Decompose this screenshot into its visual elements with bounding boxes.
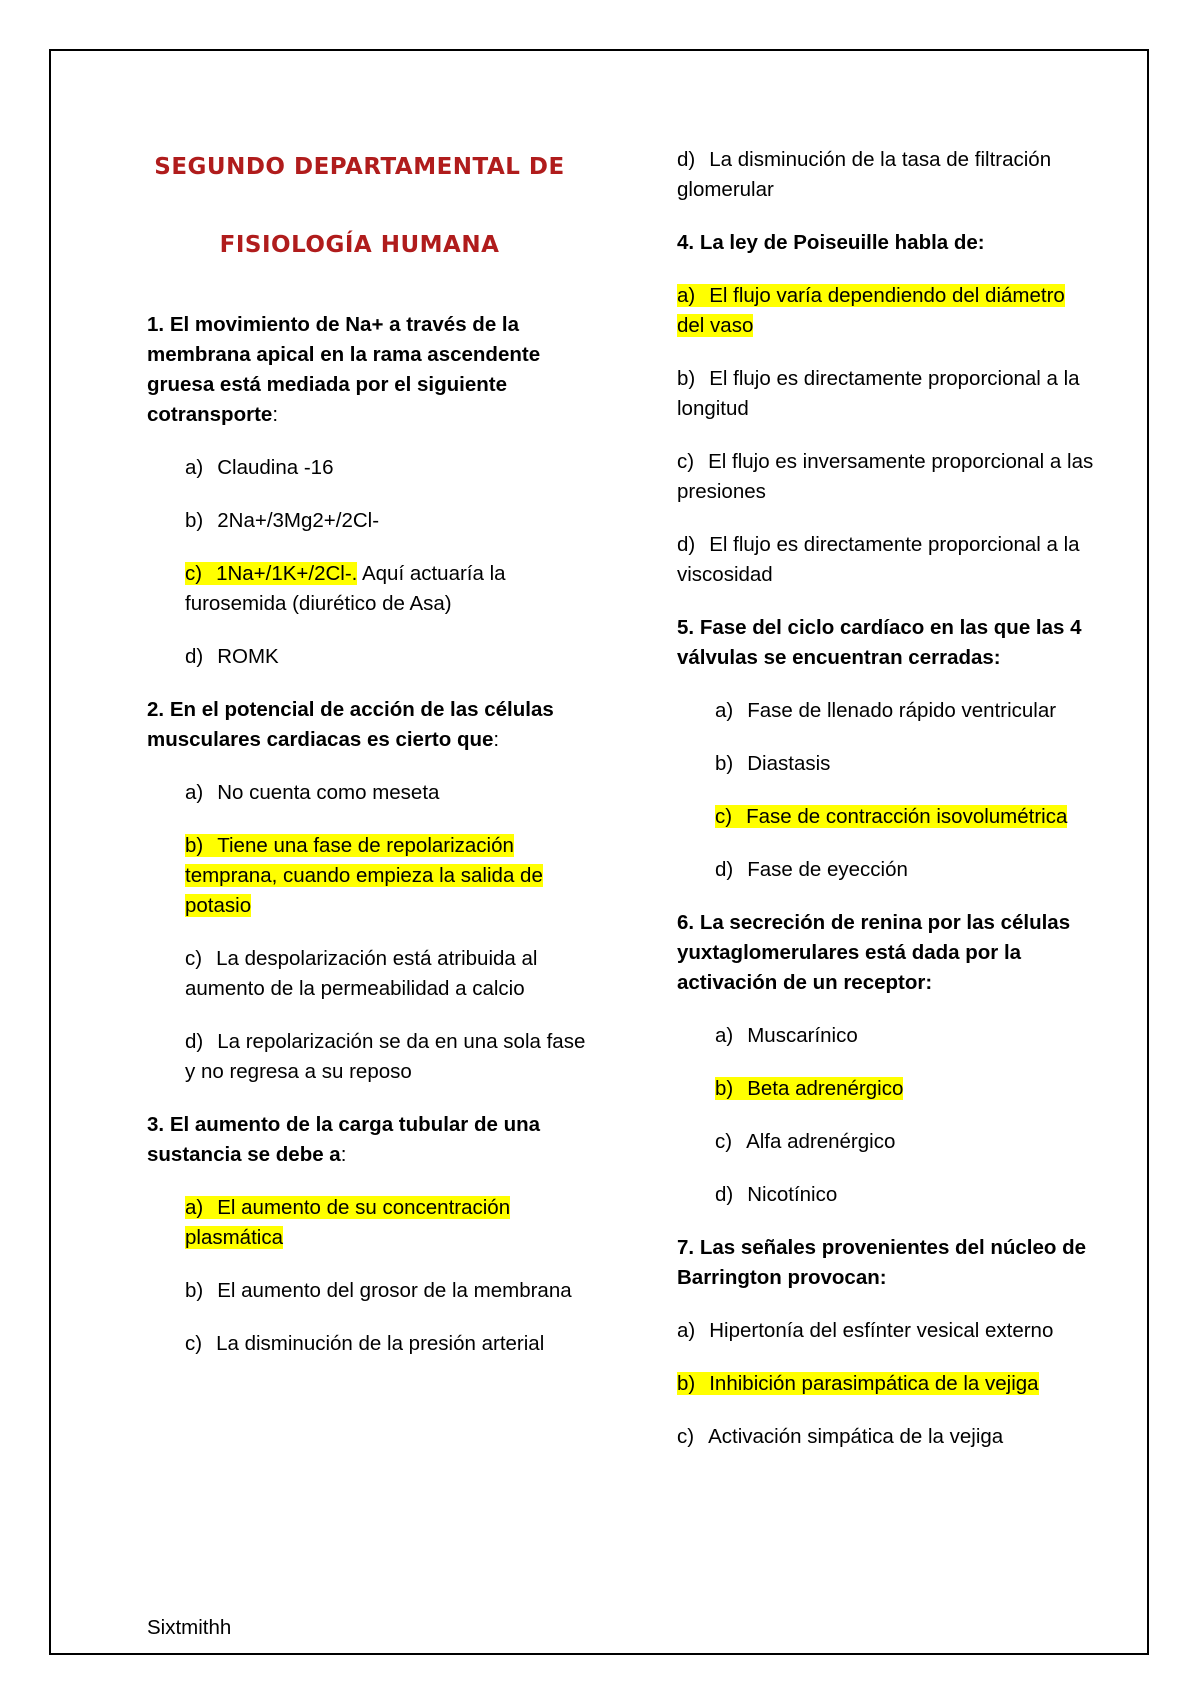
question-text: En el potencial de acción de las células musculares cardiacas es cierto que: [147, 698, 554, 751]
option-letter: a): [185, 456, 204, 479]
option-text: Muscarínico: [747, 1024, 858, 1047]
option-text: Fase de llenado rápido ventricular: [747, 699, 1057, 722]
option-letter: a): [715, 1024, 734, 1047]
q1-option-d: [147, 642, 587, 672]
q2-option-d: [147, 1027, 587, 1087]
option-letter: a): [715, 699, 734, 722]
option-text: 1Na+/1K+/2Cl-.: [216, 562, 358, 585]
option-text: No cuenta como meseta: [217, 781, 440, 804]
option-letter: c): [715, 805, 733, 828]
option-text: La disminución de la presión arterial: [216, 1332, 545, 1355]
option-letter: a): [185, 1196, 204, 1219]
question-number: 2.: [147, 698, 165, 721]
option-letter: c): [185, 1332, 203, 1355]
q4-option-d: [677, 530, 1097, 590]
option-letter: b): [677, 1372, 696, 1395]
option-text: Diastasis: [747, 752, 831, 775]
q3-option-c: [147, 1329, 587, 1359]
option-letter: b): [715, 752, 734, 775]
question-suffix: :: [340, 1143, 347, 1166]
q5-option-b: [677, 749, 1097, 779]
option-text: Tiene una fase de repolarización temprana, cuando empieza la salida de potasio: [185, 834, 543, 917]
document-title-line-2: FISIOLOGÍA HUMANA: [219, 232, 500, 258]
q7-option-b: [677, 1369, 1097, 1399]
q4-option-a: [677, 281, 1097, 341]
q1-option-c: [147, 559, 587, 619]
option-letter: b): [185, 509, 204, 532]
q6-option-b: [677, 1074, 1097, 1104]
option-letter: a): [185, 781, 204, 804]
question-text: El aumento de la carga tubular de una sustancia se debe a: [147, 1113, 541, 1166]
question-5: [677, 613, 1097, 673]
option-text: El flujo es directamente proporcional a la viscosidad: [677, 533, 1080, 586]
q5-option-d: [677, 855, 1097, 885]
option-letter: a): [677, 1319, 696, 1342]
question-number: 3.: [147, 1113, 165, 1136]
question-suffix: :: [272, 403, 279, 426]
option-text: Beta adrenérgico: [747, 1077, 904, 1100]
question-number: 7.: [677, 1236, 695, 1259]
option-letter: b): [185, 1279, 204, 1302]
option-text: La despolarización está atribuida al aumento de la permeabilidad a calcio: [185, 947, 538, 1000]
question-3: [147, 1110, 587, 1170]
option-letter: c): [677, 450, 695, 473]
option-letter: d): [677, 533, 696, 556]
question-4: [677, 228, 1097, 258]
q5-option-a: [677, 696, 1097, 726]
question-text: Las señales provenientes del núcleo de Barrington provocan:: [677, 1236, 1087, 1289]
question-number: 1.: [147, 313, 165, 336]
option-letter: d): [715, 1183, 734, 1206]
option-text: Inhibición parasimpática de la vejiga: [709, 1372, 1039, 1395]
q2-option-a: [147, 778, 587, 808]
option-text: La repolarización se da en una sola fase y no regresa a su reposo: [185, 1030, 586, 1083]
question-7: [677, 1233, 1097, 1293]
q1-option-a: [147, 453, 587, 483]
option-text: Activación simpática de la vejiga: [708, 1425, 1004, 1448]
question-text: La secreción de renina por las células yuxtaglomerulares está dada por la activación de un receptor:: [677, 911, 1071, 994]
option-text: El flujo es directamente proporcional a la longitud: [677, 367, 1080, 420]
right-column: [677, 145, 1097, 1475]
option-letter: c): [715, 1130, 733, 1153]
option-text: Nicotínico: [747, 1183, 838, 1206]
option-text: ROMK: [217, 645, 279, 668]
question-text: La ley de Poiseuille habla de:: [699, 231, 985, 254]
question-number: 6.: [677, 911, 695, 934]
q6-option-a: [677, 1021, 1097, 1051]
option-text: El aumento del grosor de la membrana: [217, 1279, 572, 1302]
option-letter: d): [715, 858, 734, 881]
footer-author: Sixtmithh: [147, 1616, 232, 1639]
question-number: 5.: [677, 616, 695, 639]
option-text: Hipertonía del esfínter vesical externo: [709, 1319, 1054, 1342]
q3-option-d: [677, 145, 1097, 205]
option-text: Fase de contracción isovolumétrica: [746, 805, 1068, 828]
option-note: Aquí actuaría la furosemida (diurético de Asa): [185, 562, 506, 615]
option-text: La disminución de la tasa de filtración glomerular: [677, 148, 1052, 201]
option-text: El flujo es inversamente proporcional a las presiones: [677, 450, 1094, 503]
question-6: [677, 908, 1097, 998]
option-letter: a): [677, 284, 696, 307]
q3-option-b: [147, 1276, 587, 1306]
option-text: 2Na+/3Mg2+/2Cl-: [217, 509, 380, 532]
option-letter: b): [715, 1077, 734, 1100]
option-letter: d): [185, 645, 204, 668]
option-text: El flujo varía dependiendo del diámetro del vaso: [677, 284, 1065, 337]
question-suffix: :: [493, 728, 500, 751]
q4-option-c: [677, 447, 1097, 507]
option-letter: c): [185, 562, 203, 585]
question-number: 4.: [677, 231, 695, 254]
question-2: [147, 695, 587, 755]
question-1: [147, 310, 587, 430]
option-letter: c): [677, 1425, 695, 1448]
option-letter: b): [677, 367, 696, 390]
q6-option-c: [677, 1127, 1097, 1157]
q3-option-a: [147, 1193, 587, 1253]
q4-option-b: [677, 364, 1097, 424]
option-text: El aumento de su concentración plasmática: [185, 1196, 511, 1249]
option-text: Fase de eyección: [747, 858, 908, 881]
q5-option-c: [677, 802, 1097, 832]
question-text: El movimiento de Na+ a través de la membrana apical en la rama ascendente gruesa está mediada por el siguiente cotransporte: [147, 313, 541, 426]
q2-option-b: [147, 831, 587, 921]
option-letter: b): [185, 834, 204, 857]
option-letter: d): [185, 1030, 204, 1053]
q7-option-a: [677, 1316, 1097, 1346]
left-column: [147, 152, 587, 1382]
document-title-line-1: SEGUNDO DEPARTAMENTAL DE: [154, 154, 565, 180]
q2-option-c: [147, 944, 587, 1004]
option-letter: c): [185, 947, 203, 970]
option-text: Claudina -16: [217, 456, 334, 479]
q6-option-d: [677, 1180, 1097, 1210]
option-text: Alfa adrenérgico: [746, 1130, 896, 1153]
option-letter: d): [677, 148, 696, 171]
question-text: Fase del ciclo cardíaco en las que las 4 válvulas se encuentran cerradas:: [677, 616, 1082, 669]
q7-option-c: [677, 1422, 1097, 1452]
q1-option-b: [147, 506, 587, 536]
